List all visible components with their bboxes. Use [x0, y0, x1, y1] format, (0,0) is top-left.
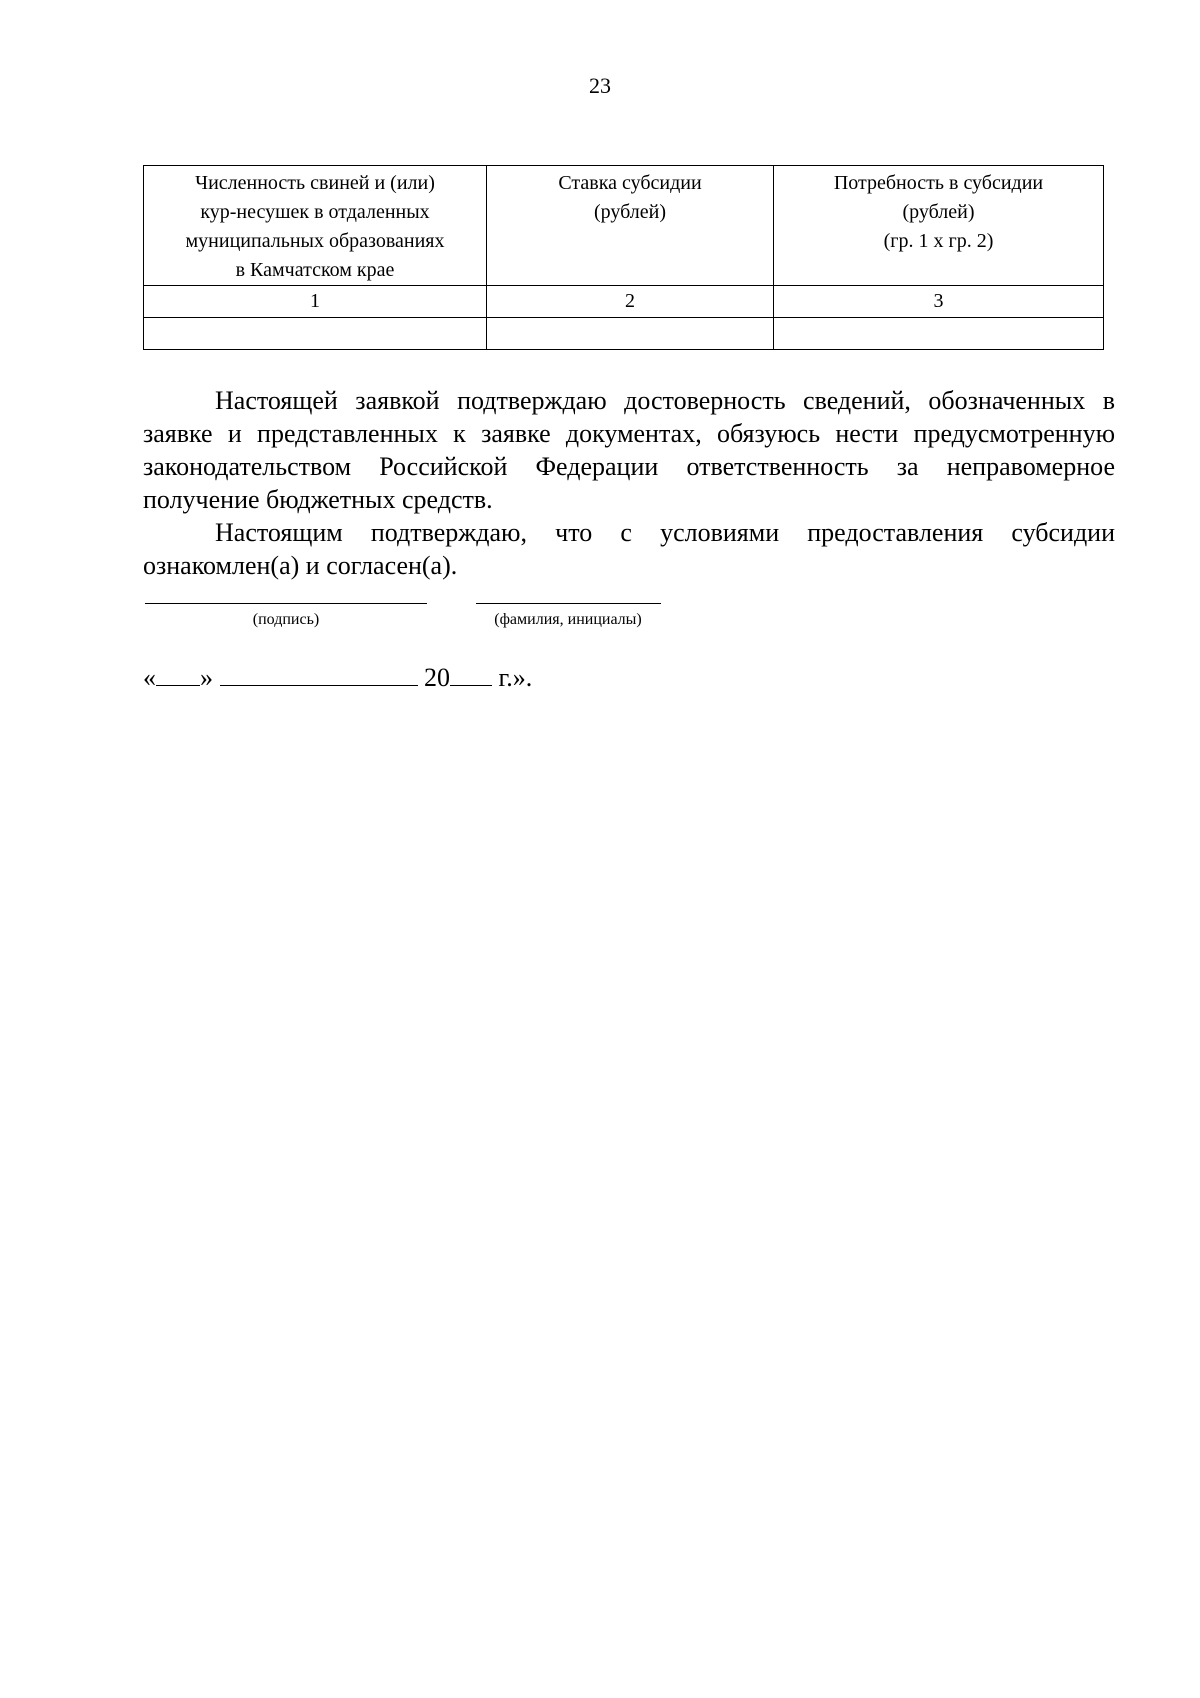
signature-line[interactable] [145, 603, 427, 604]
declaration-text [143, 384, 1115, 582]
column-number-row [144, 286, 1104, 318]
name-line[interactable] [476, 603, 661, 604]
header-line: Численность свиней и (или) [195, 172, 435, 194]
header-subsidy-rate [487, 166, 774, 286]
day-blank[interactable] [156, 661, 200, 686]
year-blank[interactable] [450, 661, 492, 686]
header-line: Потребность в субсидии [833, 172, 1044, 194]
header-livestock-count [144, 166, 487, 286]
year-suffix: г.». [498, 663, 533, 692]
name-caption: (фамилия, инициалы) [494, 611, 642, 628]
table-data-row [144, 318, 1104, 350]
header-line: Ставка субсидии [558, 172, 702, 194]
date-close-quote: » [200, 663, 213, 692]
date-line [143, 661, 532, 694]
header-line: (рублей) [902, 201, 975, 223]
page-number: 23 [589, 73, 611, 98]
confirmation-paragraph: Настоящей заявкой подтверждаю достоверность сведений, обозначенных в заявке и представленных к заявке документах, обязуюсь нести предусмотренную законодательством Российской Федерации ответственность за неправомерное получение бюджетных средств. [143, 386, 1115, 514]
table-header-row [144, 166, 1104, 286]
year-prefix: 20 [424, 663, 450, 692]
livestock-count-cell[interactable] [144, 318, 487, 350]
header-line: (гр. 1 х гр. 2) [883, 230, 994, 252]
header-subsidy-need [774, 166, 1104, 286]
subsidy-need-cell[interactable] [774, 318, 1104, 350]
agreement-paragraph: Настоящим подтверждаю, что с условиями предоставления субсидии ознакомлен(а) и согласен(а). [143, 518, 1115, 580]
signature-caption: (подпись) [252, 611, 320, 628]
header-line: кур-несушек в отдаленных [200, 201, 430, 223]
month-blank[interactable] [220, 661, 418, 686]
column-number: 2 [487, 286, 774, 318]
column-number: 3 [774, 286, 1104, 318]
subsidy-rate-cell[interactable] [487, 318, 774, 350]
header-line: (рублей) [593, 201, 667, 223]
column-number: 1 [144, 286, 487, 318]
header-line: в Камчатском крае [235, 259, 395, 281]
date-open-quote: « [143, 663, 156, 692]
header-line: муниципальных образованиях [185, 230, 445, 252]
subsidy-calculation-table [143, 165, 1104, 350]
